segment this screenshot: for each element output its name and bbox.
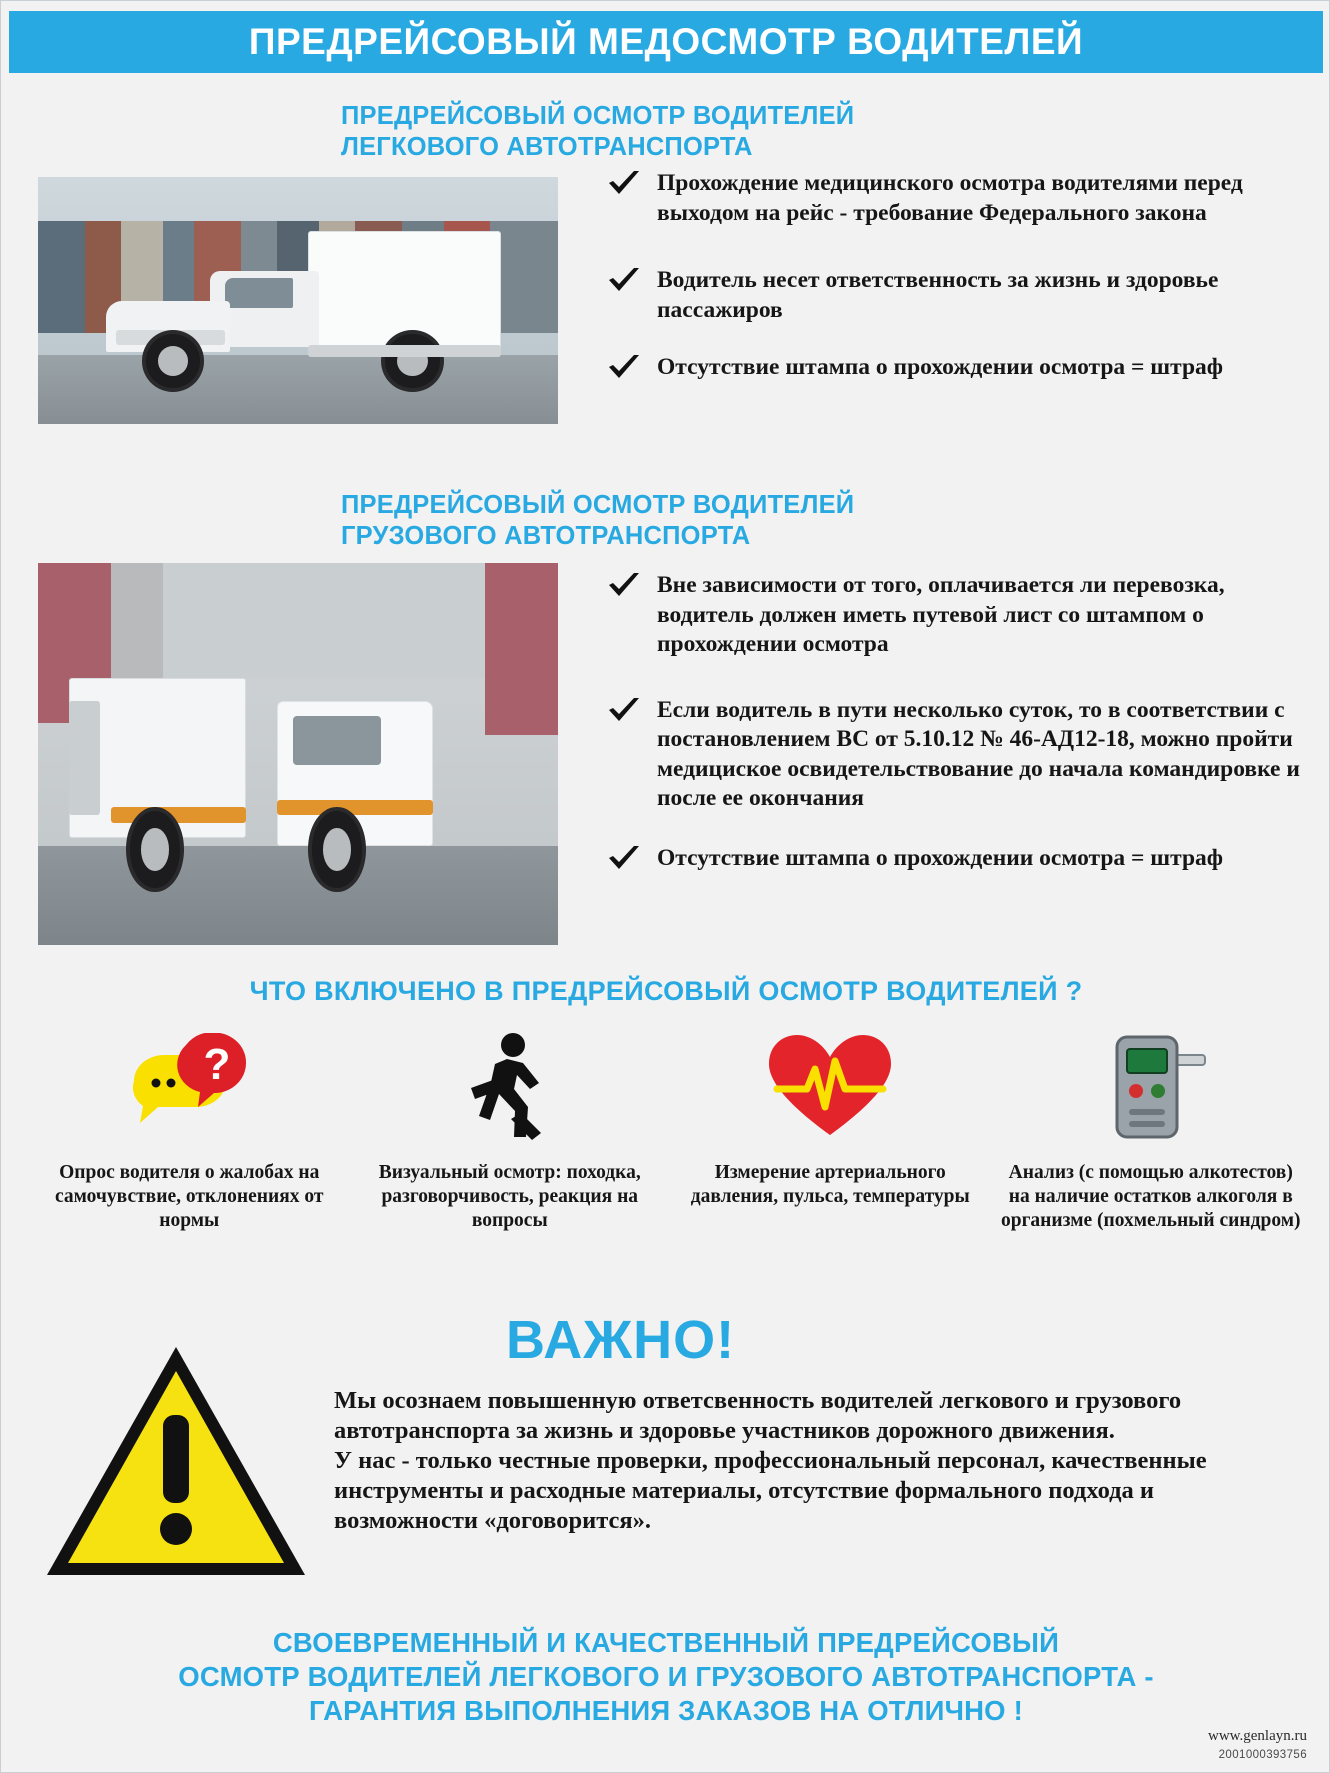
product-code: 2001000393756: [1218, 1749, 1307, 1761]
included-item: [29, 1031, 350, 1301]
photo-cargo-truck: [38, 563, 558, 945]
footer-line-2: ОСМОТР ВОДИТЕЛЕЙ ЛЕГКОВОГО И ГРУЗОВОГО АВТОТРАНСПОРТА -: [178, 1661, 1154, 1692]
included-item: [670, 1031, 991, 1301]
check-icon: [607, 845, 641, 873]
included-icon-row: [29, 1031, 1311, 1301]
included-caption: Визуальный осмотр: походка, разговорчивость, реакция на вопросы: [378, 1162, 641, 1231]
section-heading-passenger: [341, 101, 1061, 163]
included-caption: Измерение артериального давления, пульса, температуры: [690, 1162, 970, 1207]
svg-text:?: ?: [203, 1040, 231, 1089]
important-text: [334, 1386, 1299, 1536]
website-url[interactable]: www.genlayn.ru: [1207, 1728, 1307, 1744]
section-heading-line: ПРЕДРЕЙСОВЫЙ ОСМОТР ВОДИТЕЛЕЙ: [341, 102, 855, 130]
bullet-text: Водитель несет ответственность за жизнь и здоровье пассажиров: [657, 267, 1219, 323]
included-caption: Опрос водителя о жалобах на самочувствие, отклонениях от нормы: [55, 1162, 324, 1231]
breathalyzer-icon: [1091, 1031, 1211, 1143]
included-item: [350, 1031, 671, 1301]
warning-triangle-icon: [41, 1341, 311, 1581]
check-icon: [607, 697, 641, 725]
bullet-text: Отсутствие штампа о прохождении осмотра = штраф: [657, 844, 1224, 871]
check-icon: [607, 170, 641, 198]
bullet-text: Отсутствие штампа о прохождении осмотра = штраф: [657, 354, 1224, 380]
important-title: ВАЖНО!: [506, 1310, 736, 1370]
section-heading-cargo: [341, 490, 1061, 552]
bullet-item: [601, 696, 1311, 814]
speech-bubble-question-icon: [114, 1031, 264, 1143]
check-icon: [607, 267, 641, 295]
section-heading-line: ПРЕДРЕЙСОВЫЙ ОСМОТР ВОДИТЕЛЕЙ: [341, 491, 855, 519]
important-paragraph-2: У нас - только честные проверки, профессиональный персонал, качественные инструменты и расходные материалы, отсутствие формального подхода и возможности «договорится».: [334, 1447, 1207, 1534]
included-heading: ЧТО ВКЛЮЧЕНО В ПРЕДРЕЙСОВЫЙ ОСМОТР ВОДИТЕЛЕЙ ?: [249, 976, 1083, 1006]
footer-line-3: ГАРАНТИЯ ВЫПОЛНЕНИЯ ЗАКАЗОВ НА ОТЛИЧНО !: [309, 1695, 1023, 1726]
bullet-item: [601, 169, 1301, 228]
bullet-text: Прохождение медицинского осмотра водителями перед выходом на рейс - требование Федерального закона: [657, 170, 1243, 226]
footer-line-1: СВОЕВРЕМЕННЫЙ И КАЧЕСТВЕННЫЙ ПРЕДРЕЙСОВЫЙ: [272, 1627, 1060, 1658]
photo-passenger-van: [38, 177, 558, 424]
bullet-list-passenger: [601, 169, 1301, 409]
walking-person-icon: [455, 1031, 565, 1143]
bullet-text: Если водитель в пути несколько суток, то в соответствии с постановлением ВС от 5.10.12 № 46-АД12-18, можно пройти медициское освидетельствование до начала командировке и после ее окончания: [657, 696, 1300, 811]
bullet-item: [601, 266, 1301, 325]
bullet-text: Вне зависимости от того, оплачивается ли перевозка, водитель должен иметь путевой лист со штампом о прохождении осмотра: [657, 572, 1225, 657]
bullet-item: [601, 353, 1301, 383]
check-icon: [607, 572, 641, 600]
bullet-item: [601, 844, 1311, 874]
section-heading-line: ГРУЗОВОГО АВТОТРАНСПОРТА: [341, 522, 751, 550]
section-heading-line: ЛЕГКОВОГО АВТОТРАНСПОРТА: [341, 133, 753, 161]
header-bar: [9, 11, 1323, 73]
heart-pulse-icon: [765, 1031, 895, 1143]
check-icon: [607, 354, 641, 382]
included-caption: Анализ (с помощью алкотестов) на наличие остатков алкоголя в организме (похмельный синдром): [1000, 1162, 1301, 1231]
bullet-list-cargo: [601, 571, 1311, 899]
included-item: [991, 1031, 1312, 1301]
important-paragraph-1: Мы осознаем повышенную ответсвенность водителей легкового и грузового автотранспорта за жизнь и здоровье участников дорожного движения.: [334, 1387, 1182, 1444]
bullet-item: [601, 571, 1311, 660]
page-title: ПРЕДРЕЙСОВЫЙ МЕДОСМОТР ВОДИТЕЛЕЙ: [248, 21, 1084, 62]
footer-slogan: [1, 1626, 1330, 1728]
